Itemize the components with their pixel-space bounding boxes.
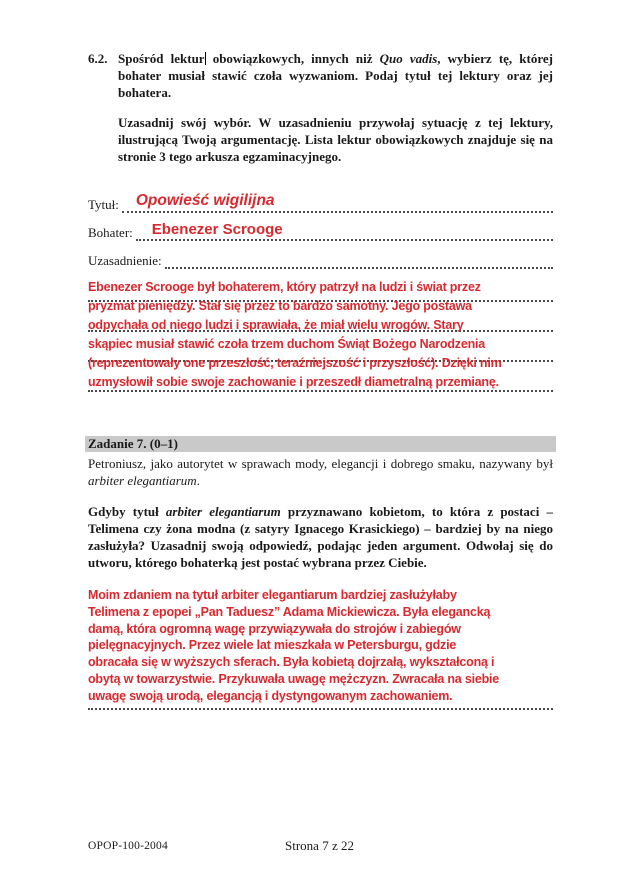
justification-answer-annotation[interactable] bbox=[88, 275, 553, 392]
task-6-2-instruction-2: Uzasadnij swój wybór. W uzasadnieniu przywołaj sytuację z tej lektury, ilustrującą Twoją argumentację. Lista lektur obowiązkowych znajduje się na stronie 3 tego arkusza egzaminacyjnego. bbox=[118, 115, 553, 164]
task-7-answer-line[interactable] bbox=[88, 708, 553, 710]
answer-line: pryzmat pieniędzy. Stał się przez to bardzo samotny. Jego postawa bbox=[88, 299, 472, 313]
title-field-label: Tytuł: bbox=[88, 197, 119, 212]
page-content bbox=[88, 0, 553, 710]
character-field-row bbox=[88, 219, 553, 241]
question-text-part: przyznawano kobietom, to która z postaci – Telimena czy żona modna (z satyry Ignacego Krasickiego) – bardziej by na niego zasłużyła? Uzasadnij swoją odpowiedź, podając jeden argument. Odwołaj się do utworu, którego bohaterką jest postać wybrana przez Ciebie. bbox=[88, 504, 553, 570]
character-answer-annotation[interactable]: Ebenezer Scrooge bbox=[151, 221, 283, 238]
latin-term: arbiter elegantiarum bbox=[88, 473, 197, 488]
title-answer-annotation[interactable]: Opowieść wigilijna bbox=[135, 192, 275, 209]
task-7-question bbox=[88, 503, 553, 571]
justification-field-label: Uzasadnienie: bbox=[88, 253, 162, 268]
instruction-text-part: obowiązkowych, innych niż bbox=[205, 51, 380, 66]
task-6-2-body bbox=[118, 50, 553, 101]
title-answer-line[interactable] bbox=[122, 191, 553, 213]
answer-line: skąpiec musiał stawić czoła trzem duchom Świąt Bożego Narodzenia bbox=[88, 337, 486, 351]
intro-text-part: Petroniusz, jako autorytet w sprawach mody, elegancji i dobrego smaku, nazywany był bbox=[88, 456, 553, 471]
page-number: Strona 7 z 22 bbox=[285, 838, 354, 853]
justification-field-row bbox=[88, 247, 553, 269]
task-7-intro bbox=[88, 455, 553, 489]
answer-line: pielęgnacyjnych. Przez wiele lat mieszkała w Petersburgu, gdzie bbox=[88, 638, 457, 653]
task-6-2 bbox=[88, 50, 553, 101]
answer-line: Moim zdaniem na tytuł arbiter elegantiarum bardziej zasłużyłaby bbox=[88, 588, 457, 602]
intro-text-part: . bbox=[196, 473, 200, 488]
answer-line: obracała się w wyższych sferach. Była kobietą dojrzałą, wykształconą i bbox=[88, 655, 495, 670]
exam-sheet-code: OPOP-100-2004 bbox=[88, 840, 168, 852]
justification-answer-area[interactable] bbox=[88, 275, 553, 400]
task-7-header: Zadanie 7. (0–1) bbox=[85, 436, 556, 452]
answer-line: uwagę swoją urodą, elegancją i dystyngowanym zachowaniem. bbox=[88, 688, 453, 703]
answer-line: Ebenezer Scrooge był bohaterem, który patrzył na ludzi i świat przez bbox=[88, 280, 481, 294]
character-field-label: Bohater: bbox=[88, 225, 133, 240]
question-text-part: Gdyby tytuł bbox=[88, 504, 166, 519]
character-answer-line[interactable] bbox=[136, 219, 553, 241]
book-title-quo-vadis: Quo vadis bbox=[379, 51, 438, 66]
answer-line: Telimena z epopei „Pan Taduesz” Adama Mickiewicza. Była elegancką bbox=[88, 604, 491, 619]
title-field-row bbox=[88, 191, 553, 213]
justification-answer-line[interactable] bbox=[165, 247, 553, 269]
answer-line: odpychała od niego ludzi i sprawiała, że miał wielu wrogów. Stary bbox=[88, 318, 464, 332]
task-6-2-instruction bbox=[118, 50, 553, 101]
answer-line: (reprezentowały one przeszłość, teraźniejszość i przyszłość). Dzięki nim bbox=[88, 356, 502, 370]
latin-term: arbiter elegantiarum bbox=[165, 504, 281, 519]
instruction-text-part: , wybierz tę, której bohater musiał stawić czoła wyzwaniom. Podaj tytuł tej lektury oraz jej bohatera. bbox=[118, 51, 553, 100]
answer-line: uzmysłowił sobie swoje zachowanie i przeszedł diametralną przemianę. bbox=[88, 375, 499, 389]
instruction-text-part: Spośród lektur bbox=[118, 51, 205, 66]
task-7-answer-annotation[interactable] bbox=[88, 587, 553, 705]
task-6-2-number: 6.2. bbox=[88, 51, 108, 66]
answer-line: damą, która ogromną wagę przywiązywała do strojów i zabiegów bbox=[88, 621, 461, 636]
answer-line: obytą w towarzystwie. Przykuwała uwagę mężczyzn. Zwracała na siebie bbox=[88, 671, 500, 686]
